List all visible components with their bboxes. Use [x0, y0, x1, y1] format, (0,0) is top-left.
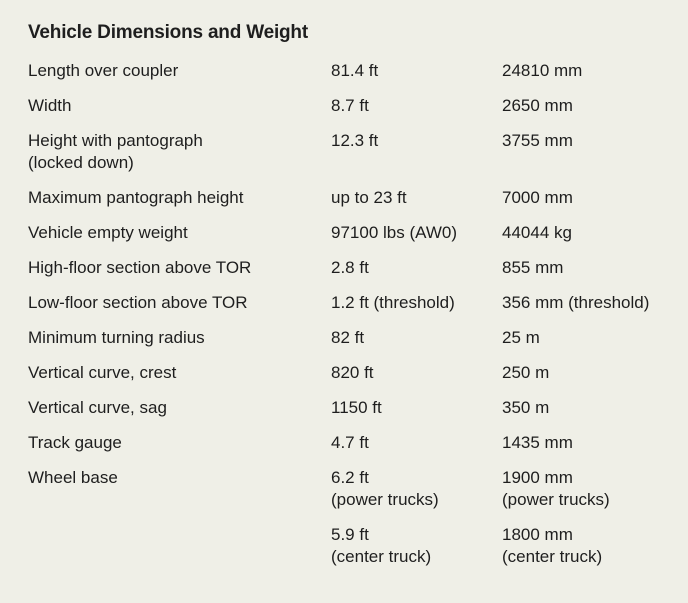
metric-value-line: 24810 mm — [502, 61, 583, 80]
imperial-value-line: 1150 ft — [331, 398, 382, 417]
row-label — [28, 95, 318, 117]
metric-value-line: 25 m — [502, 328, 540, 347]
metric-value — [502, 524, 688, 568]
imperial-value-line: 6.2 ft — [331, 468, 369, 487]
metric-value — [502, 60, 688, 82]
imperial-value — [331, 187, 496, 209]
row-label-line: Vertical curve, crest — [28, 363, 177, 382]
metric-value — [502, 467, 688, 511]
metric-value-line: 350 m — [502, 398, 550, 417]
row-label — [28, 397, 318, 419]
metric-value-line: 1900 mm — [502, 468, 573, 487]
row-label — [28, 222, 318, 244]
imperial-value-line: (center truck) — [331, 547, 432, 566]
row-label — [28, 60, 318, 82]
imperial-value-line: 81.4 ft — [331, 61, 379, 80]
imperial-value-line: (power trucks) — [331, 490, 439, 509]
metric-value — [502, 292, 688, 314]
imperial-value — [331, 467, 496, 511]
row-label-line: Width — [28, 96, 72, 115]
metric-value — [502, 397, 688, 419]
row-label-line: Wheel base — [28, 468, 118, 487]
imperial-value-line: 820 ft — [331, 363, 374, 382]
metric-value — [502, 130, 688, 152]
imperial-value — [331, 397, 496, 419]
row-label-line: Vehicle empty weight — [28, 223, 188, 242]
metric-value-line: 7000 mm — [502, 188, 573, 207]
row-label — [28, 467, 318, 489]
imperial-value-line: 97100 lbs (AW0) — [331, 223, 457, 242]
imperial-value-line: 82 ft — [331, 328, 365, 347]
row-label-line: (locked down) — [28, 153, 134, 172]
row-label — [28, 432, 318, 454]
metric-value-line: 1435 mm — [502, 433, 573, 452]
row-label — [28, 130, 318, 174]
row-label-line: Minimum turning radius — [28, 328, 205, 347]
metric-value — [502, 187, 688, 209]
imperial-value — [331, 432, 496, 454]
metric-value — [502, 222, 688, 244]
metric-value-line: 855 mm — [502, 258, 564, 277]
metric-value-line: 356 mm (threshold) — [502, 293, 650, 312]
metric-value-line: 44044 kg — [502, 223, 572, 242]
imperial-value-line: 5.9 ft — [331, 525, 369, 544]
imperial-value — [331, 362, 496, 384]
imperial-value — [331, 257, 496, 279]
metric-value — [502, 327, 688, 349]
row-label-line: Low-floor section above TOR — [28, 293, 248, 312]
metric-value-line: 250 m — [502, 363, 550, 382]
metric-value — [502, 95, 688, 117]
metric-value-line: 3755 mm — [502, 131, 573, 150]
row-label-line: Maximum pantograph height — [28, 188, 244, 207]
imperial-value — [331, 130, 496, 152]
row-label-line: High-floor section above TOR — [28, 258, 252, 277]
metric-value-line: 2650 mm — [502, 96, 573, 115]
row-label — [28, 292, 318, 314]
metric-value-line: 1800 mm — [502, 525, 573, 544]
imperial-value — [331, 60, 496, 82]
imperial-value-line: 1.2 ft (threshold) — [331, 293, 455, 312]
imperial-value-line: 8.7 ft — [331, 96, 369, 115]
imperial-value-line: up to 23 ft — [331, 188, 407, 207]
metric-value — [502, 432, 688, 454]
imperial-value-line: 4.7 ft — [331, 433, 369, 452]
row-label — [28, 327, 318, 349]
imperial-value — [331, 222, 496, 244]
imperial-value-line: 12.3 ft — [331, 131, 379, 150]
row-label-line: Height with pantograph — [28, 131, 203, 150]
imperial-value — [331, 95, 496, 117]
row-label — [28, 257, 318, 279]
metric-value — [502, 362, 688, 384]
imperial-value-line: 2.8 ft — [331, 258, 369, 277]
imperial-value — [331, 292, 496, 314]
row-label-line: Track gauge — [28, 433, 122, 452]
imperial-value — [331, 524, 496, 568]
row-label-line: Length over coupler — [28, 61, 179, 80]
imperial-value — [331, 327, 496, 349]
row-label-line: Vertical curve, sag — [28, 398, 167, 417]
metric-value-line: (power trucks) — [502, 490, 610, 509]
table-title: Vehicle Dimensions and Weight — [28, 22, 308, 43]
row-label — [28, 362, 318, 384]
row-label — [28, 187, 318, 209]
metric-value — [502, 257, 688, 279]
metric-value-line: (center truck) — [502, 547, 603, 566]
